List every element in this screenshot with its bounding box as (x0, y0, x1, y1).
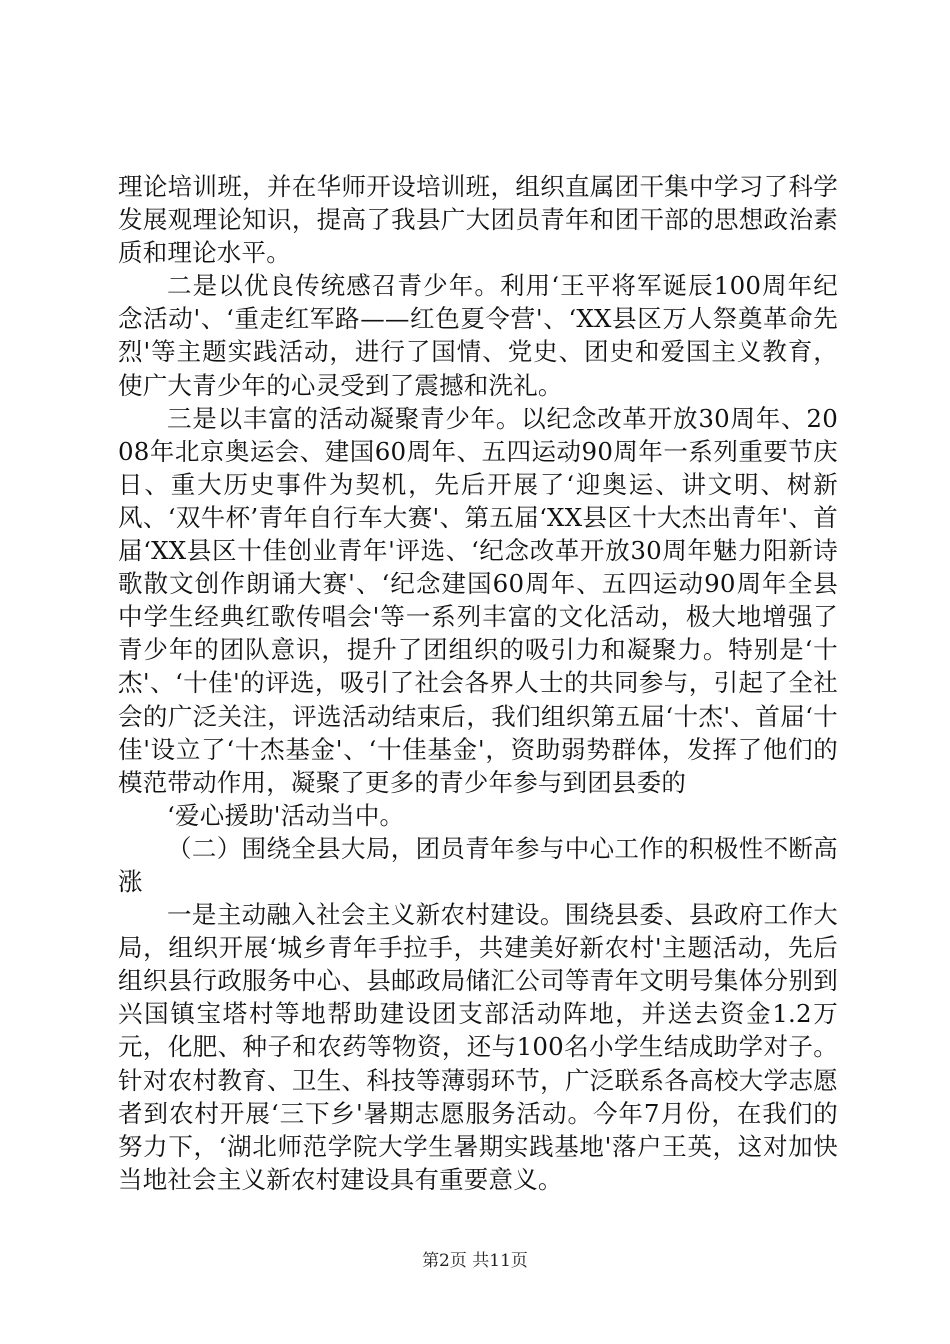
paragraph-5: 一是主动融入社会主义新农村建设。围绕县委、县政府工作大局，组织开展‘城乡青年手拉手，共建美好新农村'主题活动，先后组织县行政服务中心、县邮政局储汇公司等青年文明号集体分别到兴国镇宝塔村等地帮助建设团支部活动阵地，并送去资金1.2万元，化肥、种子和农药等物资，还与100名小学生结成助学对子。针对农村教育、卫生、科技等薄弱环节，广泛联系各高校大学志愿者到农村开展‘三下乡'暑期志愿服务活动。今年7月份，在我们的努力下，‘湖北师范学院大学生暑期实践基地'落户王英，这对加快当地社会主义新农村建设具有重要意义。 (118, 900, 838, 1194)
paragraph-1: 理论培训班，并在华师开设培训班，组织直属团干集中学习了科学发展观理论知识，提高了我县广大团员青年和团干部的思想政治素质和理论水平。 (118, 172, 838, 268)
paragraph-3: 三是以丰富的活动凝聚青少年。以纪念改革开放30周年、2008年北京奥运会、建国60周年、五四运动90周年一系列重要节庆日、重大历史事件为契机，先后开展了‘迎奥运、讲文明、树新风、‘双牛杯’青年自行车大赛'、第五届‘XX县区十大杰出青年'、首届‘XX县区十佳创业青年'评选、‘纪念改革开放30周年魅力阳新诗歌散文创作朗诵大赛'、‘纪念建国60周年、五四运动90周年全县中学生经典红歌传唱会'等一系列丰富的文化活动，极大地增强了青少年的团队意识，提升了团组织的吸引力和凝聚力。特别是‘十杰'、‘十佳'的评选，吸引了社会各界人士的共同参与，引起了全社会的广泛关注，评选活动结束后，我们组织第五届‘十杰'、首届‘十佳'设立了‘十杰基金'、‘十佳基金'，资助弱势群体，发挥了他们的模范带动作用，凝聚了更多的青少年参与到团县委的 (118, 403, 838, 797)
paragraph-2: 二是以优良传统感召青少年。利用‘王平将军诞辰100周年纪念活动'、‘重走红军路——红色夏令营'、‘XX县区万人祭奠革命先烈'等主题实践活动，进行了国情、党史、团史和爱国主义教育，使广大青少年的心灵受到了震撼和洗礼。 (118, 271, 838, 400)
document-body (118, 170, 838, 1196)
paragraph-4: ‘爱心援助'活动当中。 (167, 800, 405, 830)
section-heading-2: （二）围绕全县大局，团员青年参与中心工作的积极性不断高涨 (118, 833, 838, 896)
page-number-label: 第2页 共11页 (422, 1251, 528, 1271)
page-footer (0, 1246, 950, 1271)
